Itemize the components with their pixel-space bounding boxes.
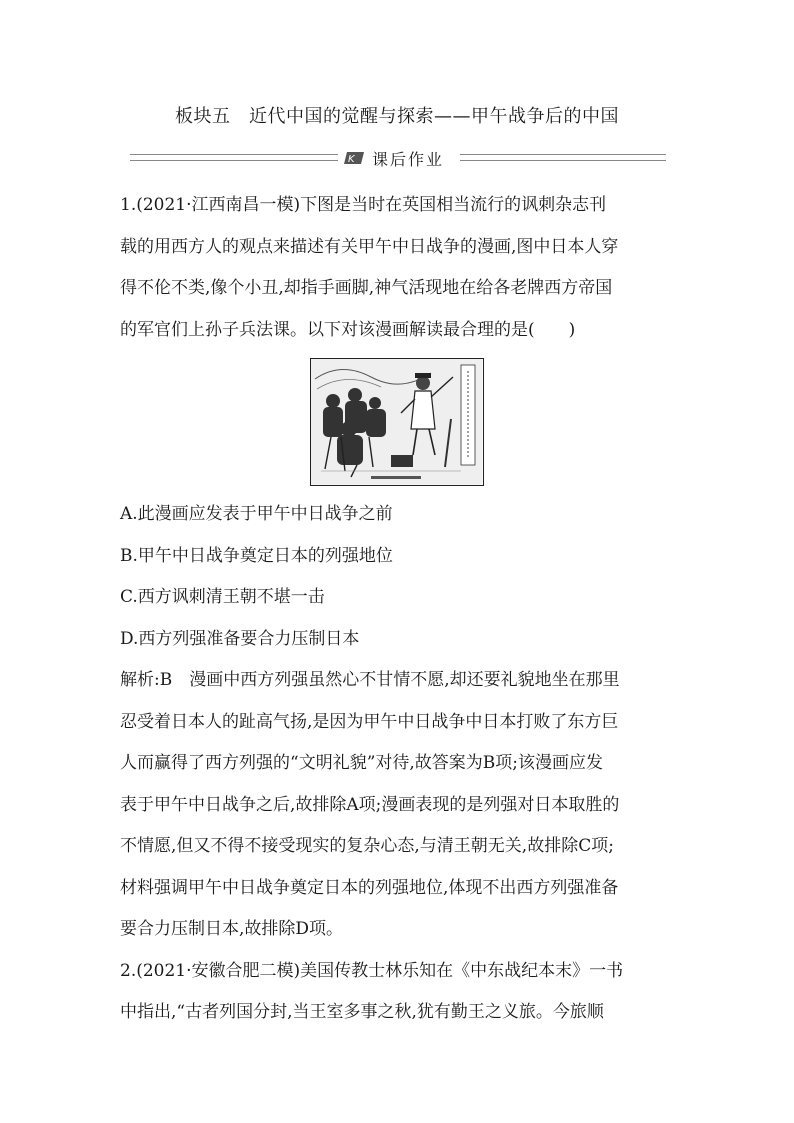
analysis-line: 材料强调甲午中日战争奠定日本的列强地位,体现不出西方列强准备 <box>120 877 619 898</box>
question-line: 得不伦不类,像个小丑,却指手画脚,神气活现地在给各老牌西方帝国 <box>120 278 613 298</box>
page-title: 板块五 近代中国的觉醒与探索——甲午战争后的中国 <box>175 106 619 127</box>
analysis-line: 不情愿,但又不得不接受现实的复杂心态,与清王朝无关,故排除C项; <box>120 836 614 856</box>
question-line: 2.(2021·安徽合肥二模)美国传教士林乐知在《中东战纪本末》一书 <box>120 960 624 981</box>
svg-text:K: K <box>348 154 355 165</box>
cartoon-drawing <box>311 359 482 484</box>
section-label-text: 课后作业 <box>372 149 445 169</box>
analysis-line: 解析:B 漫画中西方列强虽然心不甘情不愿,却还要礼貌地坐在那里 <box>120 670 620 690</box>
section-header <box>130 146 666 170</box>
analysis-line: 要合力压制日本,故排除D项。 <box>120 919 344 939</box>
cartoon-illustration <box>310 358 484 486</box>
analysis-line: 忍受着日本人的趾高气扬,是因为甲午中日战争中日本打败了东方巨 <box>120 711 619 732</box>
question-1-stem <box>120 185 680 351</box>
content <box>120 185 680 1034</box>
divider-left <box>130 154 338 161</box>
question-line: 1.(2021·江西南昌一模)下图是当时在英国相当流行的讽刺杂志刊 <box>120 195 607 215</box>
book-badge-icon <box>344 150 366 166</box>
analysis-line: 人而赢得了西方列强的“文明礼貌”对待,故答案为B项;该漫画应发 <box>120 753 604 773</box>
option-a: A.此漫画应发表于甲午中日战争之前 <box>120 504 393 524</box>
question-line: 载的用西方人的观点来描述有关甲午中日战争的漫画,图中日本人穿 <box>120 236 619 257</box>
section-label <box>344 146 444 170</box>
divider-right <box>460 154 666 161</box>
option-c: C.西方讽刺清王朝不堪一击 <box>120 587 325 607</box>
question-line: 中指出,“古者列国分封,当王室多事之秋,犹有勤王之义旅。今旅顺 <box>120 1002 604 1022</box>
analysis-block <box>120 660 680 951</box>
option-d: D.西方列强准备要合力压制日本 <box>120 628 360 649</box>
question-2-stem <box>120 951 680 1034</box>
analysis-line: 表于甲午中日战争之后,故排除A项;漫画表现的是列强对日本取胜的 <box>120 794 620 815</box>
question-line: 的军官们上孙子兵法课。以下对该漫画解读最合理的是( ) <box>120 319 576 340</box>
option-b: B.甲午中日战争奠定日本的列强地位 <box>120 545 393 566</box>
